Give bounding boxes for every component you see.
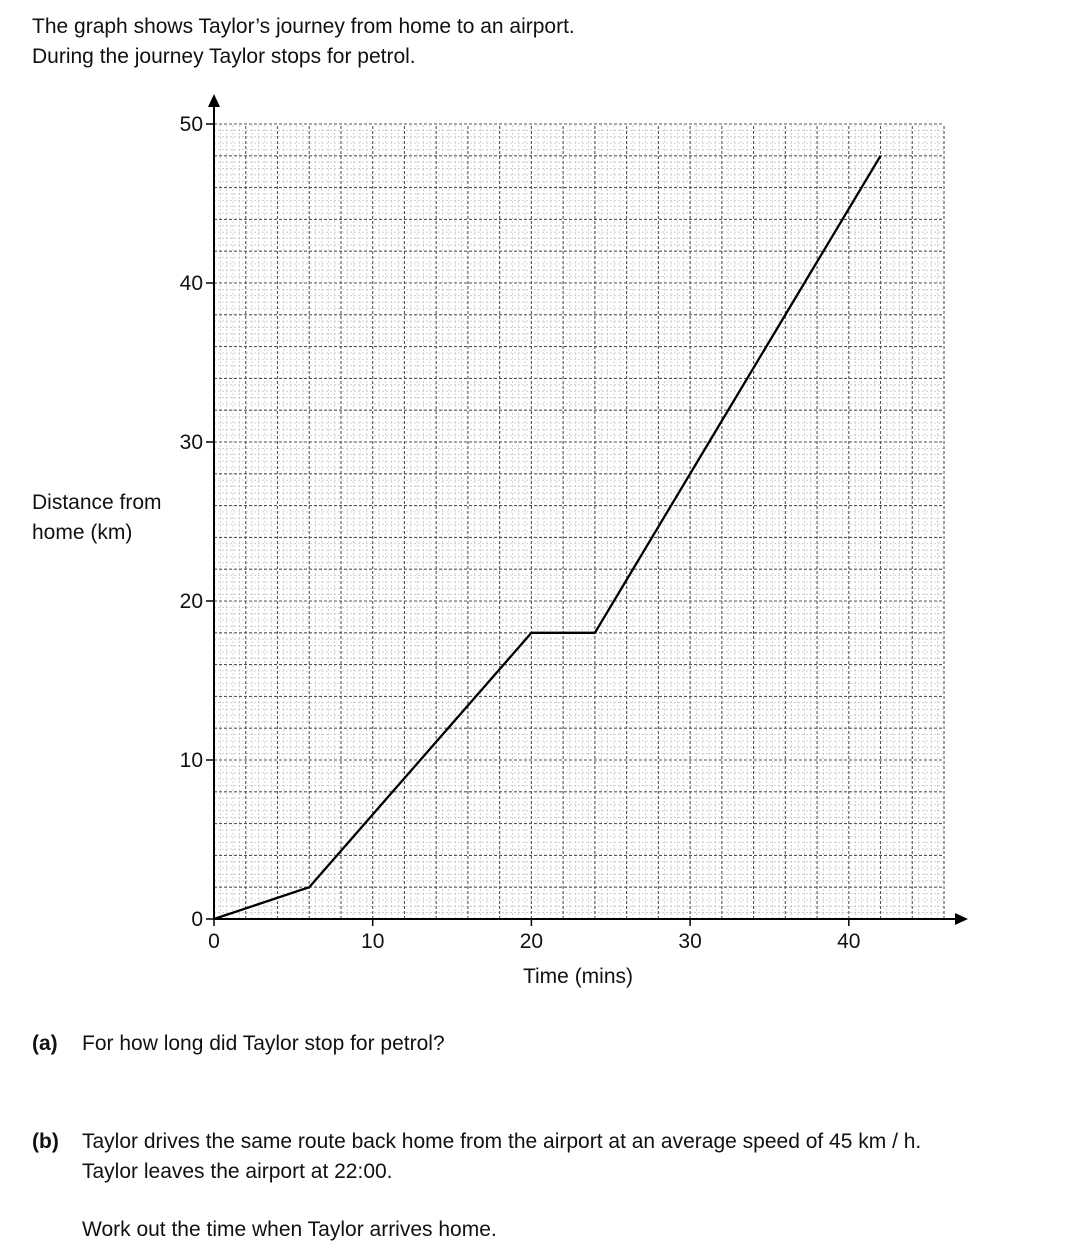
question-b-line-1: Taylor drives the same route back home from the airport at an average speed of 45 km / h. xyxy=(82,1130,922,1153)
x-tick-label: 40 xyxy=(837,930,861,953)
x-tick-label: 0 xyxy=(208,930,220,953)
x-tick-label: 20 xyxy=(519,930,544,953)
y-tick-label: 50 xyxy=(179,113,203,136)
question-b-line-3: Work out the time when Taylor arrives home. xyxy=(82,1218,497,1241)
y-tick-label: 10 xyxy=(179,749,203,772)
intro-line-1: The graph shows Taylor’s journey from home to an airport. xyxy=(32,15,575,38)
y-axis-arrow-icon xyxy=(208,94,220,107)
question-b-label: (b) xyxy=(32,1130,59,1153)
x-axis-label: Time (mins) xyxy=(522,965,634,988)
y-tick-label: 0 xyxy=(191,908,203,931)
question-a-text: For how long did Taylor stop for petrol? xyxy=(82,1032,445,1055)
question-a-label: (a) xyxy=(32,1032,58,1055)
y-tick-label: 20 xyxy=(179,590,203,613)
y-tick-label: 30 xyxy=(179,431,203,454)
grid-major xyxy=(214,124,944,919)
intro-line-2: During the journey Taylor stops for petrol. xyxy=(32,45,416,68)
y-axis-label-line-2: home (km) xyxy=(32,521,133,544)
x-tick-label: 30 xyxy=(678,930,702,953)
y-axis-label xyxy=(32,488,162,548)
x-axis-arrow-icon xyxy=(955,913,968,925)
y-axis-label-line-1: Distance from xyxy=(32,491,162,514)
grid-minor xyxy=(214,124,944,919)
x-tick-label: 10 xyxy=(361,930,385,953)
question-b-line-2: Taylor leaves the airport at 22:00. xyxy=(82,1160,393,1183)
ticks xyxy=(180,113,861,953)
y-tick-label: 40 xyxy=(179,272,203,295)
